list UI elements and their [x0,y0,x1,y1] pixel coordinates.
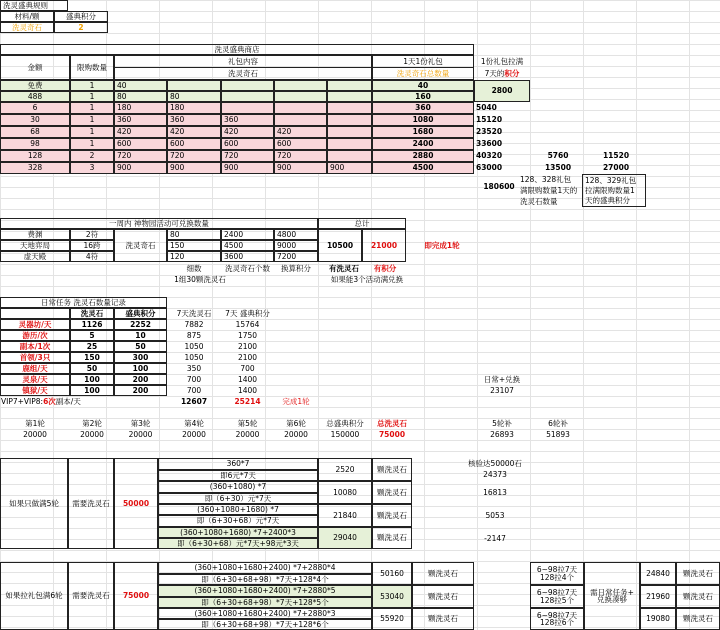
plan5-top: 核验达50000石 [468,458,522,468]
daily-t2: 25214 [234,396,261,406]
plan5-left: 如果只做满5轮 [0,458,68,549]
plan5-lbl: 颗洗灵石 [372,527,412,549]
shop-cell [274,80,327,91]
exch-v: 7200 [274,251,318,262]
daily-c: 50 [114,341,167,352]
plan6-r: 21960 [640,585,676,608]
shop-cell: 360 [221,114,274,126]
plan6-opt [530,562,584,585]
plan5-r: 24373 [483,469,507,479]
plan6-opt-line: 6~98拉7天 [536,610,578,620]
shop-cell: 900 [221,162,274,174]
shop-h-limit: 限购数量 [70,55,114,80]
daily-b: 25 [70,341,114,352]
shop-limit: 2 [70,150,114,162]
shop-side-note2: 天的盛典积分 [582,196,646,207]
rule-title: 洗灵盛典规则 [0,0,68,11]
shop-total: 1080 [372,114,474,126]
daily-e: 1750 [237,330,258,340]
plan6-mid [584,562,640,630]
shop-side-note1: 128、328礼包 [520,174,572,184]
daily-c: 200 [114,385,167,396]
exch-name: 费渊 [0,229,70,240]
shop-cell: 600 [274,138,327,150]
plan6-opt-line: 6~98拉7天 [536,565,578,574]
daily-d: 875 [186,330,202,340]
shop-cell: 720 [274,150,327,162]
shop-limit: 1 [70,80,114,91]
plan5-lbl: 颗洗灵石 [372,504,412,527]
sum-note: 如果能3个活动满兑换 [330,274,404,284]
plan5-r: 5053 [485,510,505,520]
round-val: 20000 [182,429,206,439]
shop-cell: 900 [167,162,221,174]
shop-week: 5040 [476,103,497,113]
plan5-formula: 360*7 [158,458,318,470]
daily-b: 100 [70,374,114,385]
plan6-val: 50160 [372,562,412,585]
daily-c: 100 [114,363,167,374]
rule-col2: 盛典积分 [54,11,108,22]
shop-h-week2b: 积分 [504,68,520,78]
shop-cell: 900 [327,162,372,174]
shop-cell [327,126,372,138]
plan5-formula: 即（6+30+68）元*7天 [158,515,318,527]
shop-limit: 3 [70,162,114,174]
round-label: 第5轮 [237,418,258,428]
shop-limit: 1 [70,114,114,126]
exch-v: 120 [167,251,221,262]
daily-name: 镇狱/天 [0,385,70,396]
shop-cell: 420 [167,126,221,138]
daily-d: 7882 [184,319,204,329]
daily-vip [0,396,114,407]
plan5-formula: (360+1080+1680) *7+2400*3 [158,527,318,538]
shop-cell: 360 [167,114,221,126]
shop-total: 160 [372,91,474,102]
exch-count: 2符 [70,229,114,240]
plan5-formula: 即（6+30）元*7天 [158,493,318,504]
shop-h-amount: 金额 [0,55,70,80]
daily-d: 700 [186,385,202,395]
exch-v: 3600 [221,251,274,262]
daily-name: 鹿组/天 [0,363,70,374]
plan5-val: 29040 [318,527,372,549]
shop-amount: 68 [0,126,70,138]
round-label: 第2轮 [82,418,102,428]
shop-h-gift: 礼包内容 [114,55,372,68]
shop-cell: 900 [274,162,327,174]
exch-v: 4500 [221,240,274,251]
plan5-amt: 50000 [114,458,158,549]
plan6-mid-line: 需日常任务+ [590,587,634,597]
shop-h-week2a: 7天的 [484,68,505,78]
plan6-val: 53040 [372,585,412,608]
daily-e: 1400 [237,385,258,395]
shop-cell [167,80,221,91]
round-6-label: 6轮补 [548,418,568,428]
shop-h-day: 1天1份礼包 [372,55,474,68]
shop-amount: 免费 [0,80,70,91]
round-label: 第1轮 [25,418,45,428]
sum-1: 10500 [318,229,362,262]
plan6-opt-line: 128拉4个 [539,572,575,582]
plan5-val: 10080 [318,481,372,504]
daily-d: 1050 [184,341,204,351]
shop-amount: 6 [0,102,70,114]
shop-limit: 1 [70,138,114,150]
plan6-opt-line: 6~98拉7天 [536,588,578,597]
daily-title: 日常任务 洗灵石数量记录 [0,297,167,308]
shop-total: 4500 [372,162,474,174]
plan6-lbl: 颗洗灵石 [412,562,474,585]
plan6-opt-line: 128拉5个 [539,595,575,605]
exch-item: 洗灵奇石 [114,229,167,262]
exch-f: 细数 [186,263,202,273]
shop-cell: 180 [167,102,221,114]
shop-cell: 600 [221,138,274,150]
shop-amount: 328 [0,162,70,174]
daily-h1: 洗灵石 [70,308,114,319]
exch-v: 2400 [221,229,274,240]
plan6-opt-line: 128拉6个 [539,618,575,627]
plan6-need: 需要洗灵石 [68,562,114,630]
round-val: 20000 [23,429,47,439]
shop-total: 2880 [372,150,474,162]
daily-b: 50 [70,363,114,374]
shop-side-total: 180600 [483,182,515,192]
shop-h-week: 1份礼包拉满 [480,56,524,66]
shop-total: 1680 [372,126,474,138]
shop-side-r7b: 11520 [602,151,630,161]
plan6-mid-line: 兑换凑够 [597,595,627,604]
shop-cell: 360 [114,114,167,126]
exch-count: 4符 [70,251,114,262]
sum-done: 即完成1轮 [424,240,460,250]
shop-h-gift2: 洗灵奇石 [114,67,372,80]
plan6-val: 55920 [372,608,412,630]
shop-cell [221,102,274,114]
shop-total: 2400 [372,138,474,150]
exch-v: 9000 [274,240,318,251]
shop-side-note2: 128、329礼包 [582,174,646,186]
daily-b: 1126 [70,319,114,330]
shop-amount: 128 [0,150,70,162]
shop-h-week2 [474,68,530,79]
plan6-formula: (360+1080+1680+2400) *7+2880*4 [158,562,372,574]
plan6-formula: 即（6+30+68+98）*7天+128*6个 [158,619,372,630]
plan6-left: 如果拉礼包满6轮 [0,562,68,630]
daily-c: 200 [114,374,167,385]
shop-limit: 1 [70,91,114,102]
daily-t1: 12607 [180,396,208,406]
shop-cell: 40 [114,80,167,91]
shop-cell [327,91,372,102]
plan6-formula: 即（6+30+68+98）*7天+128*5个 [158,597,372,608]
daily-d: 1050 [184,352,204,362]
round-label: 总洗灵石 [377,418,407,428]
round-val: 20000 [235,429,260,439]
daily-vip-b: 6次 [43,396,56,406]
daily-vip-a: VIP7+VIP8: [1,396,44,406]
daily-b: 150 [70,352,114,363]
plan5-need: 需要洗灵石 [68,458,114,549]
daily-e: 1400 [237,374,258,384]
daily-name: 灵器坊/天 [0,319,70,330]
round-label: 第4轮 [184,418,204,428]
daily-e: 2100 [237,341,258,351]
shop-cell [327,150,372,162]
plan6-formula: (360+1080+1680+2400) *7+2880*5 [158,585,372,597]
sum-2: 21000 [362,229,406,262]
exch-f: 换算积分 [281,263,311,273]
plan5-r: 16813 [483,487,507,497]
shop-amount: 30 [0,114,70,126]
plan6-formula: (360+1080+1680+2400) *7+2880*3 [158,608,372,619]
plan6-amt: 75000 [114,562,158,630]
round-label: 第6轮 [286,418,306,428]
shop-total: 360 [372,102,474,114]
plan5-val: 2520 [318,458,372,481]
exch-name: 天地弈局 [0,240,70,251]
exch-f2: 1组30颗洗灵石 [174,274,226,284]
daily-name: 首领/3只 [0,352,70,363]
shop-cell [274,91,327,102]
daily-h3: 7天洗灵石 [176,308,212,318]
plan6-r: 24840 [640,562,676,585]
shop-cell: 80 [114,91,167,102]
shop-cell: 900 [114,162,167,174]
shop-limit: 1 [70,102,114,114]
daily-d: 700 [186,374,202,384]
daily-e: 700 [240,363,255,373]
exch-v: 4800 [274,229,318,240]
shop-side-note2: 拉满限购数量1 [582,185,646,196]
plan6-opt [530,608,584,630]
plan5-lbl: 颗洗灵石 [372,458,412,481]
plan5-formula: (360+1080) *7 [158,481,318,493]
round-val: 20000 [284,429,308,439]
plan6-opt [530,585,584,608]
sum-has1: 有洗灵石 [329,263,359,273]
plan6-rlbl: 颗洗灵石 [676,585,720,608]
daily-c: 2252 [114,319,167,330]
shop-week: 40320 [476,151,503,161]
daily-h4: 7天 盛典积分 [225,308,270,318]
daily-b: 100 [70,385,114,396]
exch-count: 16跨 [70,240,114,251]
shop-cell: 80 [167,91,221,102]
plan5-formula: 即6元*7天 [158,470,318,481]
shop-side-r8a: 13500 [544,163,572,173]
shop-cell: 720 [114,150,167,162]
round-label: 总盛典积分 [326,418,364,428]
plan5-r: -2147 [484,533,506,543]
plan5-val: 21840 [318,504,372,527]
shop-side-note1: 满限购数量1天的 [520,185,578,195]
shop-cell [327,102,372,114]
daily-right-val: 23107 [490,385,514,395]
shop-cell: 600 [114,138,167,150]
shop-week: 63000 [476,163,503,173]
shop-side-r8b: 27000 [602,163,630,173]
shop-cell [274,114,327,126]
shop-h-day2: 洗灵奇石总数量 [372,67,474,80]
plan5-lbl: 颗洗灵石 [372,481,412,504]
shop-week: 15120 [476,115,503,125]
round-val: 20000 [80,429,104,439]
shop-side-note1: 洗灵石数量 [520,196,558,206]
plan6-rlbl: 颗洗灵石 [676,562,720,585]
shop-week: 33600 [476,139,503,149]
round-label: 第3轮 [130,418,151,428]
daily-right-label: 日常+兑换 [483,374,521,384]
plan6-lbl: 颗洗灵石 [412,608,474,630]
exch-name: 虚天殿 [0,251,70,262]
shop-side-r7a: 5760 [547,151,569,161]
daily-h0 [0,308,70,319]
daily-h2: 盛典积分 [114,308,167,319]
daily-b: 5 [70,330,114,341]
shop-cell: 600 [167,138,221,150]
shop-cell [274,102,327,114]
daily-name: 游历/次 [0,330,70,341]
round-val: 20000 [128,429,153,439]
round-val: 150000 [330,429,360,439]
shop-cell: 720 [167,150,221,162]
exch-v: 150 [167,240,221,251]
daily-e: 15764 [235,319,260,329]
plan6-rlbl: 颗洗灵石 [676,608,720,630]
daily-c: 300 [114,352,167,363]
shop-cell [221,91,274,102]
exch-v: 80 [167,229,221,240]
plan5-formula: 即（6+30+68）元*7天+98元*3天 [158,538,318,549]
plan6-r: 19080 [640,608,676,630]
shop-cell: 180 [114,102,167,114]
shop-week-merged: 2800 [474,80,530,102]
rule-col1: 材料/颗 [0,11,54,22]
daily-name: 灵泉/天 [0,374,70,385]
shop-title: 洗灵盛典商店 [0,44,474,55]
round-5-label: 5轮补 [492,418,512,428]
rule-item: 洗灵奇石 [0,22,54,33]
plan5-formula: (360+1080+1680) *7 [158,504,318,515]
shop-cell: 420 [221,126,274,138]
daily-c: 10 [114,330,167,341]
rule-val: 2 [54,22,108,33]
sum-title: 总计 [318,218,406,229]
shop-cell [327,138,372,150]
shop-cell: 420 [114,126,167,138]
round-val: 75000 [378,429,406,439]
daily-e: 2100 [237,352,258,362]
shop-cell [327,114,372,126]
plan6-lbl: 颗洗灵石 [412,585,474,608]
daily-d: 350 [186,363,202,373]
sum-has2: 有积分 [373,263,397,273]
round-6-val: 51893 [546,429,570,439]
shop-cell: 720 [221,150,274,162]
daily-name: 副本/1次 [0,341,70,352]
exch-f: 洗灵奇石个数 [225,263,270,273]
shop-amount: 98 [0,138,70,150]
shop-cell [221,80,274,91]
shop-cell [327,80,372,91]
shop-amount: 488 [0,91,70,102]
exch-title: 一周内 神物园活动可兑换数量 [0,218,318,229]
shop-week: 23520 [476,127,503,137]
daily-vip-c: 副本/天 [55,396,81,406]
daily-done: 完成1轮 [282,396,310,406]
plan6-formula: 即（6+30+68+98）*7天+128*4个 [158,574,372,585]
shop-cell: 420 [274,126,327,138]
shop-limit: 1 [70,126,114,138]
round-5-val: 26893 [490,429,514,439]
shop-total: 40 [372,80,474,91]
